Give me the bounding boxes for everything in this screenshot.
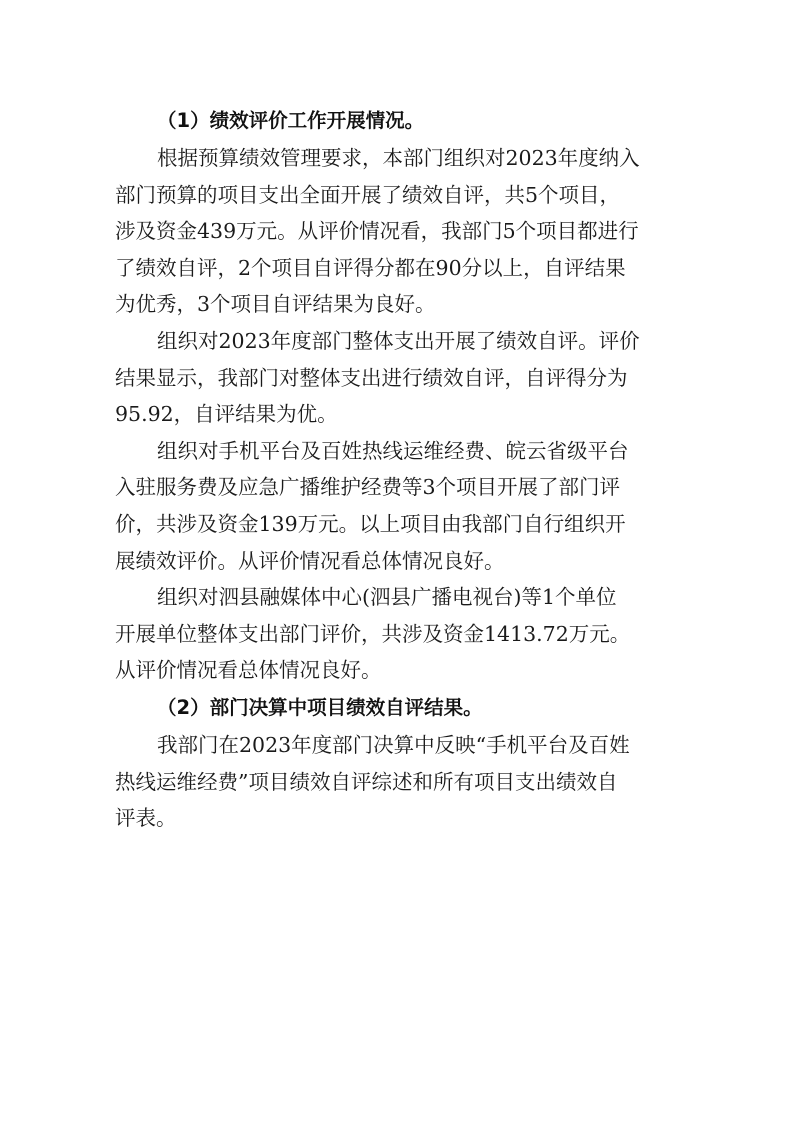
text-line: 价，共涉及资金139万元。以上项目由我部门自行组织开 — [115, 511, 626, 536]
text-line: 涉及资金439万元。从评价情况看，我部门5个项目都进行 — [115, 219, 639, 244]
text-line: 结果显示，我部门对整体支出进行绩效自评，自评得分为 — [115, 365, 628, 390]
section-heading-final-accounts-results: （2）部门决算中项目绩效自评结果。 — [157, 695, 483, 719]
text-line: 从评价情况看总体情况良好。 — [115, 658, 382, 683]
text-line: 入驻服务费及应急广播维护经费等3个项目开展了部门评 — [115, 475, 621, 500]
text-line: 热线运维经费”项目绩效自评综述和所有项目支出绩效自 — [115, 769, 618, 794]
text-line: 部门预算的项目支出全面开展了绩效自评，共5个项目， — [115, 182, 621, 207]
text-line: 95.92，自评结果为优。 — [115, 402, 338, 427]
text-line: 组织对2023年度部门整体支出开展了绩效自评。评价 — [157, 328, 640, 353]
text-line: 评表。 — [115, 806, 177, 831]
text-line: 我部门在2023年度部门决算中反映“手机平台及百姓 — [157, 732, 630, 757]
text-line: 为优秀，3个项目自评结果为良好。 — [115, 292, 436, 317]
text-line: 了绩效自评，2个项目自评得分都在90分以上，自评结果 — [115, 255, 626, 280]
text-line: 组织对泗县融媒体中心(泗县广播电视台)等1个单位 — [157, 585, 617, 610]
document-body — [115, 102, 687, 837]
paragraph-department-project-evaluation — [115, 433, 687, 579]
text-line: 根据预算绩效管理要求，本部门组织对2023年度纳入 — [157, 146, 640, 170]
text-line: 组织对手机平台及百姓热线运维经费、皖云省级平台 — [157, 438, 629, 463]
paragraph-self-evaluation-projects — [115, 140, 687, 323]
text-line: 开展单位整体支出部门评价，共涉及资金1413.72万元。 — [115, 621, 631, 646]
paragraph-unit-evaluation — [115, 579, 687, 689]
text-line: 展绩效评价。从评价情况看总体情况良好。 — [115, 548, 505, 573]
paragraph-overall-expenditure-evaluation — [115, 323, 687, 433]
section-heading-performance-evaluation: （1）绩效评价工作开展情况。 — [157, 109, 425, 132]
paragraph-final-accounts-summary — [115, 727, 687, 837]
